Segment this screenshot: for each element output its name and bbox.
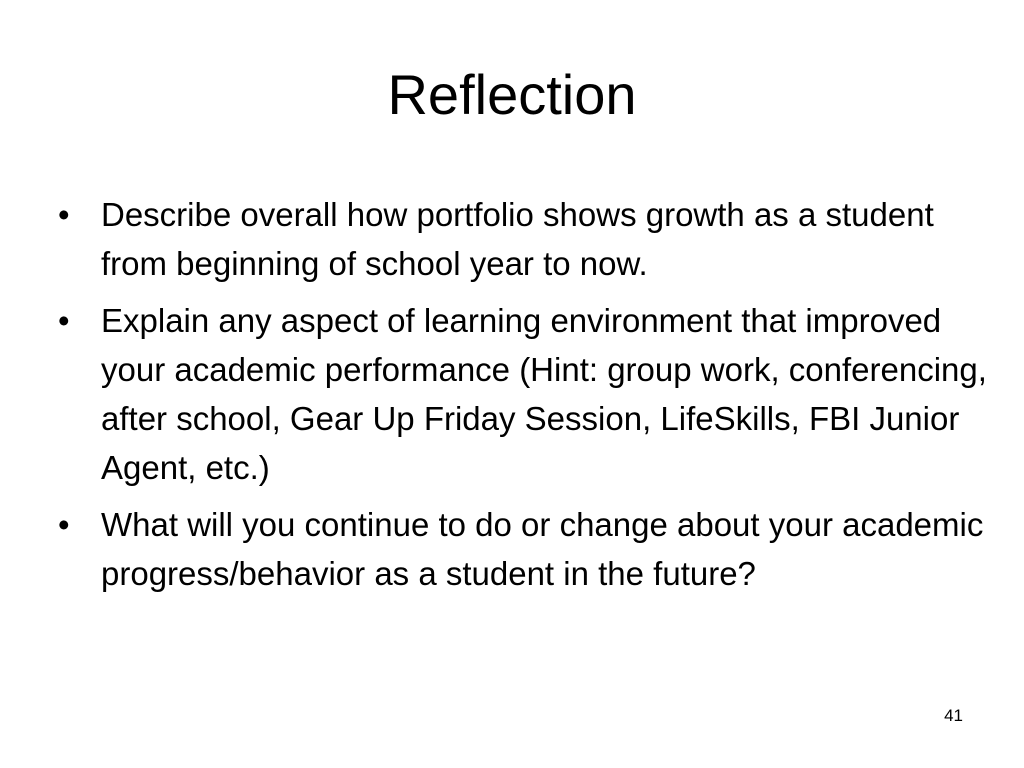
bullet-item-growth [58, 190, 988, 288]
bullet-item-continue-or-change [58, 500, 988, 598]
bullet-text: What will you continue to do or change about your academic progress/behavior as a student in the future? [101, 506, 984, 592]
bullet-text: Explain any aspect of learning environment that improved your academic performance (Hint: group work, conferencing, after school, Gear Up Friday Session, LifeSkills, FBI Junior Agent, etc.) [101, 302, 987, 486]
bullet-item-learning-environment [58, 296, 988, 492]
bullet-marker: • [58, 506, 70, 543]
slide-title: Reflection [387, 63, 637, 126]
bullet-text: Describe overall how portfolio shows growth as a student from beginning of school year to now. [101, 196, 934, 282]
bullet-marker: • [58, 302, 70, 339]
page-number: 41 [944, 706, 963, 725]
bullet-marker: • [58, 196, 70, 233]
bullet-list [58, 190, 988, 606]
